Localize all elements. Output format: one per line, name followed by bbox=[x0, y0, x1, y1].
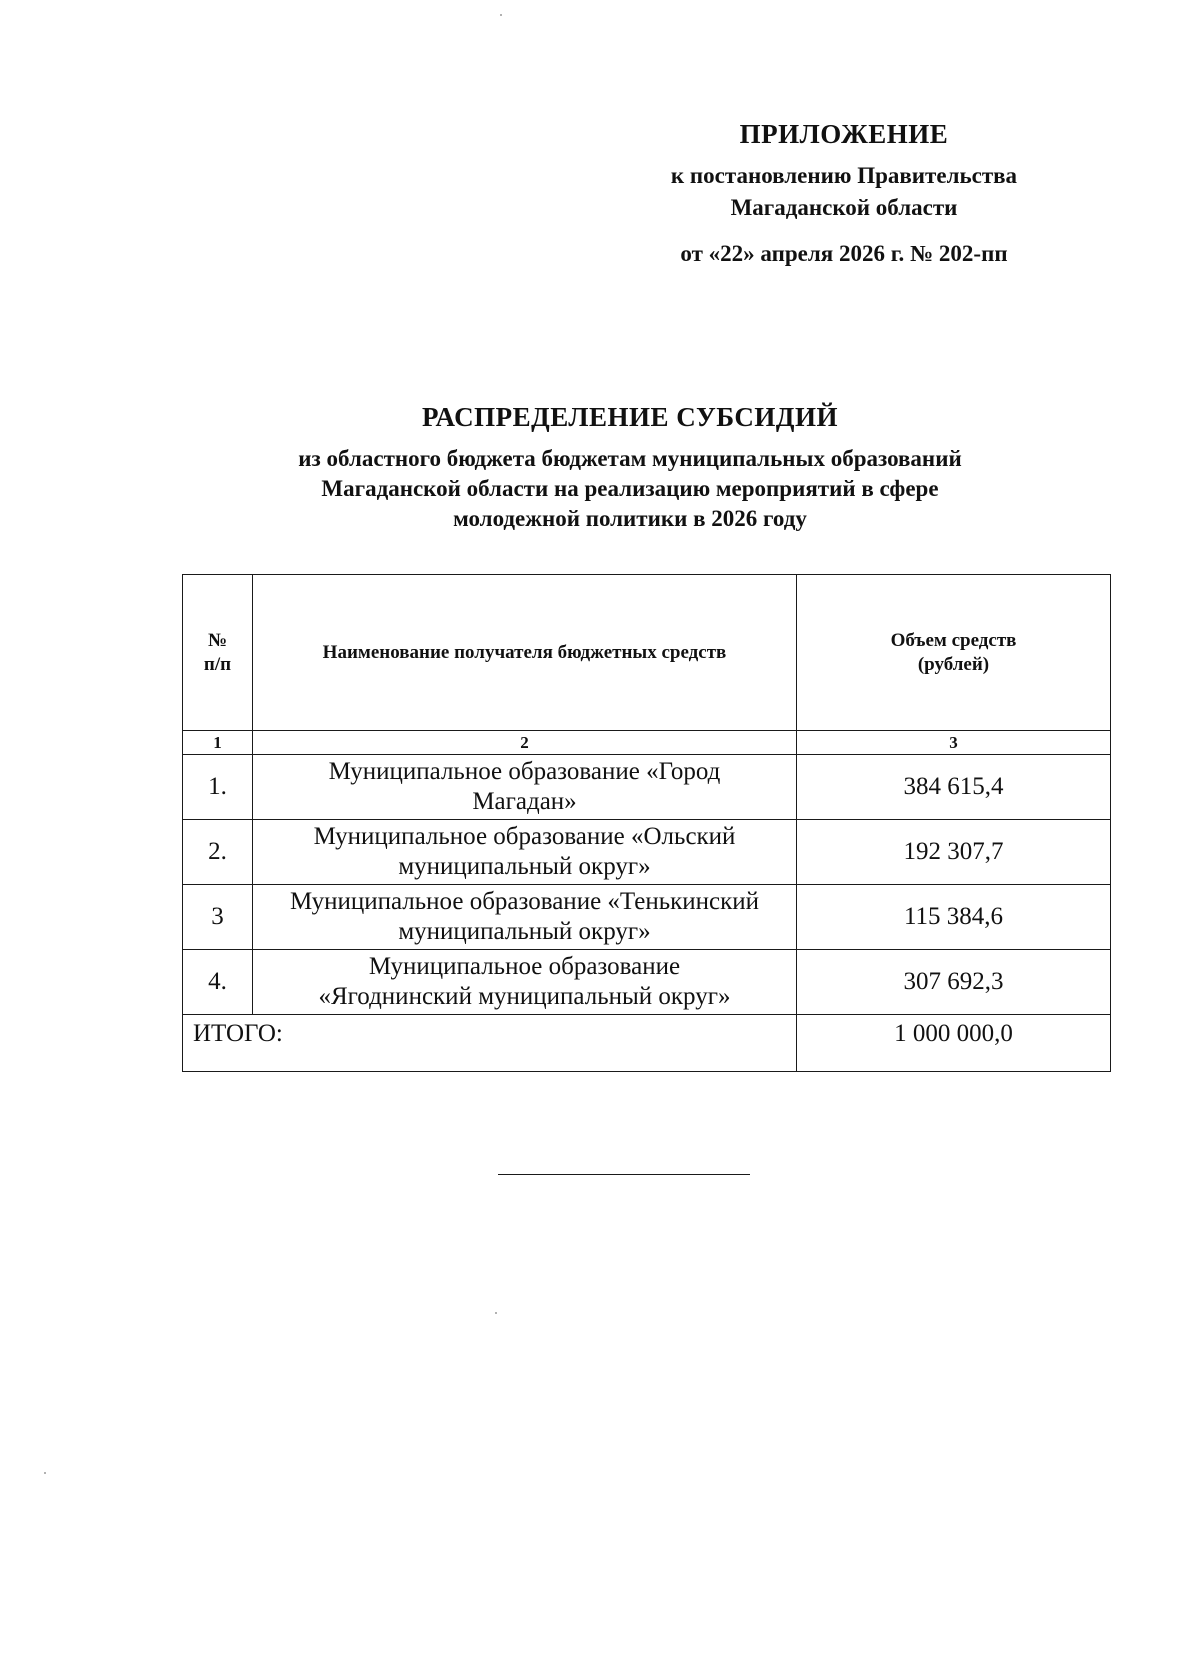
header-amount: Объем средств (рублей) bbox=[797, 575, 1111, 731]
subtitle-line: Магаданской области на реализацию мероприятий в сфере bbox=[321, 476, 939, 501]
row-number: 4. bbox=[183, 950, 253, 1015]
total-row bbox=[183, 1015, 1111, 1072]
table-row bbox=[183, 885, 1111, 950]
table-row bbox=[183, 820, 1111, 885]
total-label: ИТОГО: bbox=[183, 1015, 797, 1072]
column-number: 2 bbox=[253, 731, 797, 755]
recipient-name: Муниципальное образование «Тенькинский муниципальный округ» bbox=[253, 885, 797, 950]
appendix-region-line: Магаданской области bbox=[730, 195, 958, 220]
column-number: 3 bbox=[797, 731, 1111, 755]
subsidy-table bbox=[182, 574, 1111, 1072]
amount: 115 384,6 bbox=[797, 885, 1111, 950]
appendix-resolution-line: к постановлению Правительства bbox=[670, 163, 1018, 188]
amount: 384 615,4 bbox=[797, 755, 1111, 820]
scan-speck bbox=[44, 1472, 46, 1474]
appendix-date-line: от «22» апреля 2026 г. № 202-пп bbox=[680, 241, 1008, 266]
document-subtitle bbox=[160, 444, 1100, 534]
recipient-name: Муниципальное образование «Ягоднинский муниципальный округ» bbox=[253, 950, 797, 1015]
scan-speck bbox=[500, 14, 502, 16]
row-number: 2. bbox=[183, 820, 253, 885]
recipient-name: Муниципальное образование «Ольский муниципальный округ» bbox=[253, 820, 797, 885]
header-number: № п/п bbox=[183, 575, 253, 731]
table-header-row bbox=[183, 575, 1111, 731]
total-amount: 1 000 000,0 bbox=[797, 1015, 1111, 1072]
recipient-name: Муниципальное образование «Город Магадан» bbox=[253, 755, 797, 820]
appendix-block bbox=[620, 118, 1068, 270]
row-number: 1. bbox=[183, 755, 253, 820]
header-recipient-name: Наименование получателя бюджетных средств bbox=[253, 575, 797, 731]
document-heading bbox=[160, 400, 1100, 534]
subtitle-line: из областного бюджета бюджетам муниципальных образований bbox=[298, 446, 962, 471]
table-row bbox=[183, 755, 1111, 820]
subtitle-line: молодежной политики в 2026 году bbox=[453, 506, 807, 531]
document-title: РАСПРЕДЕЛЕНИЕ СУБСИДИЙ bbox=[421, 402, 838, 432]
amount: 307 692,3 bbox=[797, 950, 1111, 1015]
scan-speck bbox=[495, 1312, 497, 1314]
column-number-row bbox=[183, 731, 1111, 755]
table-row bbox=[183, 950, 1111, 1015]
row-number: 3 bbox=[183, 885, 253, 950]
column-number: 1 bbox=[183, 731, 253, 755]
amount: 192 307,7 bbox=[797, 820, 1111, 885]
appendix-title: ПРИЛОЖЕНИЕ bbox=[739, 119, 949, 149]
closing-rule bbox=[498, 1174, 750, 1175]
